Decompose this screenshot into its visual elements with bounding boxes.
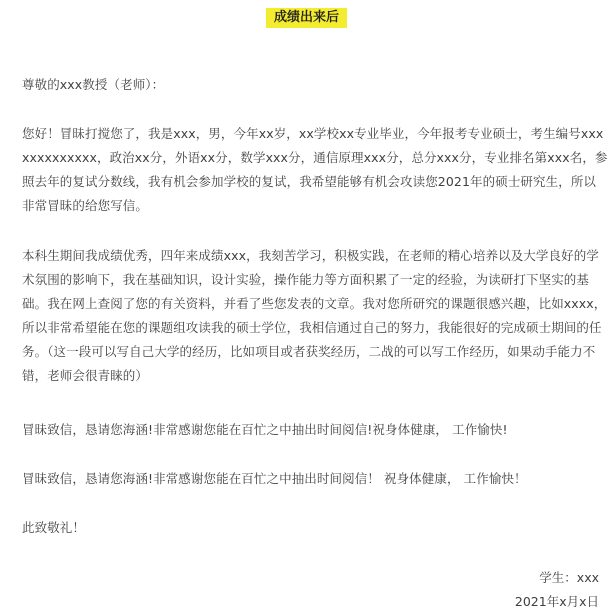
- signature-date: 2021年x月x日: [514, 594, 599, 609]
- closing-line-2: 冒昧致信，恳请您海涵!非常感谢您能在百忙之中抽出时间阅信！ 祝身体健康， 工作愉快！: [22, 471, 527, 486]
- paragraph-intro: 您好！冒昧打搅您了，我是xxx，男，今年xx岁，xx学校xx专业毕业，今年报考专业硕士，考生编号xxxxxxxxxxxxx，政治xx分，外语xx分，数学xxx分，通信原理xxx分，总分xxx分，专业排名第xxx名，参照去年的复试分数线，我有机会参加学校的复试，我希望能够有机会攻读您2021年的硕士研究生，所以非常冒昧的给您写信。: [22, 126, 608, 213]
- paragraph-background: 本科生期间我成绩优秀，四年来成绩xxx，我刻苦学习，积极实践，在老师的精心培养以及大学良好的学术氛围的影响下，我在基础知识，设计实验，操作能力等方面积累了一定的经验，为读研打下坚实的基础。我在网上查阅了您的有关资料，并看了些您发表的文章。我对您所研究的课题很感兴趣，比如xxxx，所以非常希望能在您的课题组攻读我的硕士学位，我相信通过自己的努力，我能很好的完成硕士期间的任务。（这一段可以写自己大学的经历，比如项目或者获奖经历，二战的可以写工作经历，如果动手能力不错，老师会很青睐的）: [22, 248, 607, 383]
- page-title: 成绩出来后: [266, 8, 347, 28]
- title-container: [0, 6, 613, 28]
- closing-line-1: 冒昧致信，恳请您海涵!非常感谢您能在百忙之中抽出时间阅信!祝身体健康， 工作愉快!: [22, 422, 508, 437]
- signature-block: [515, 566, 599, 614]
- regards-line: 此致敬礼！: [22, 520, 86, 535]
- salutation: 尊敬的xxx教授（老师）：: [22, 77, 165, 92]
- signature-student: 学生：xxx: [539, 570, 599, 585]
